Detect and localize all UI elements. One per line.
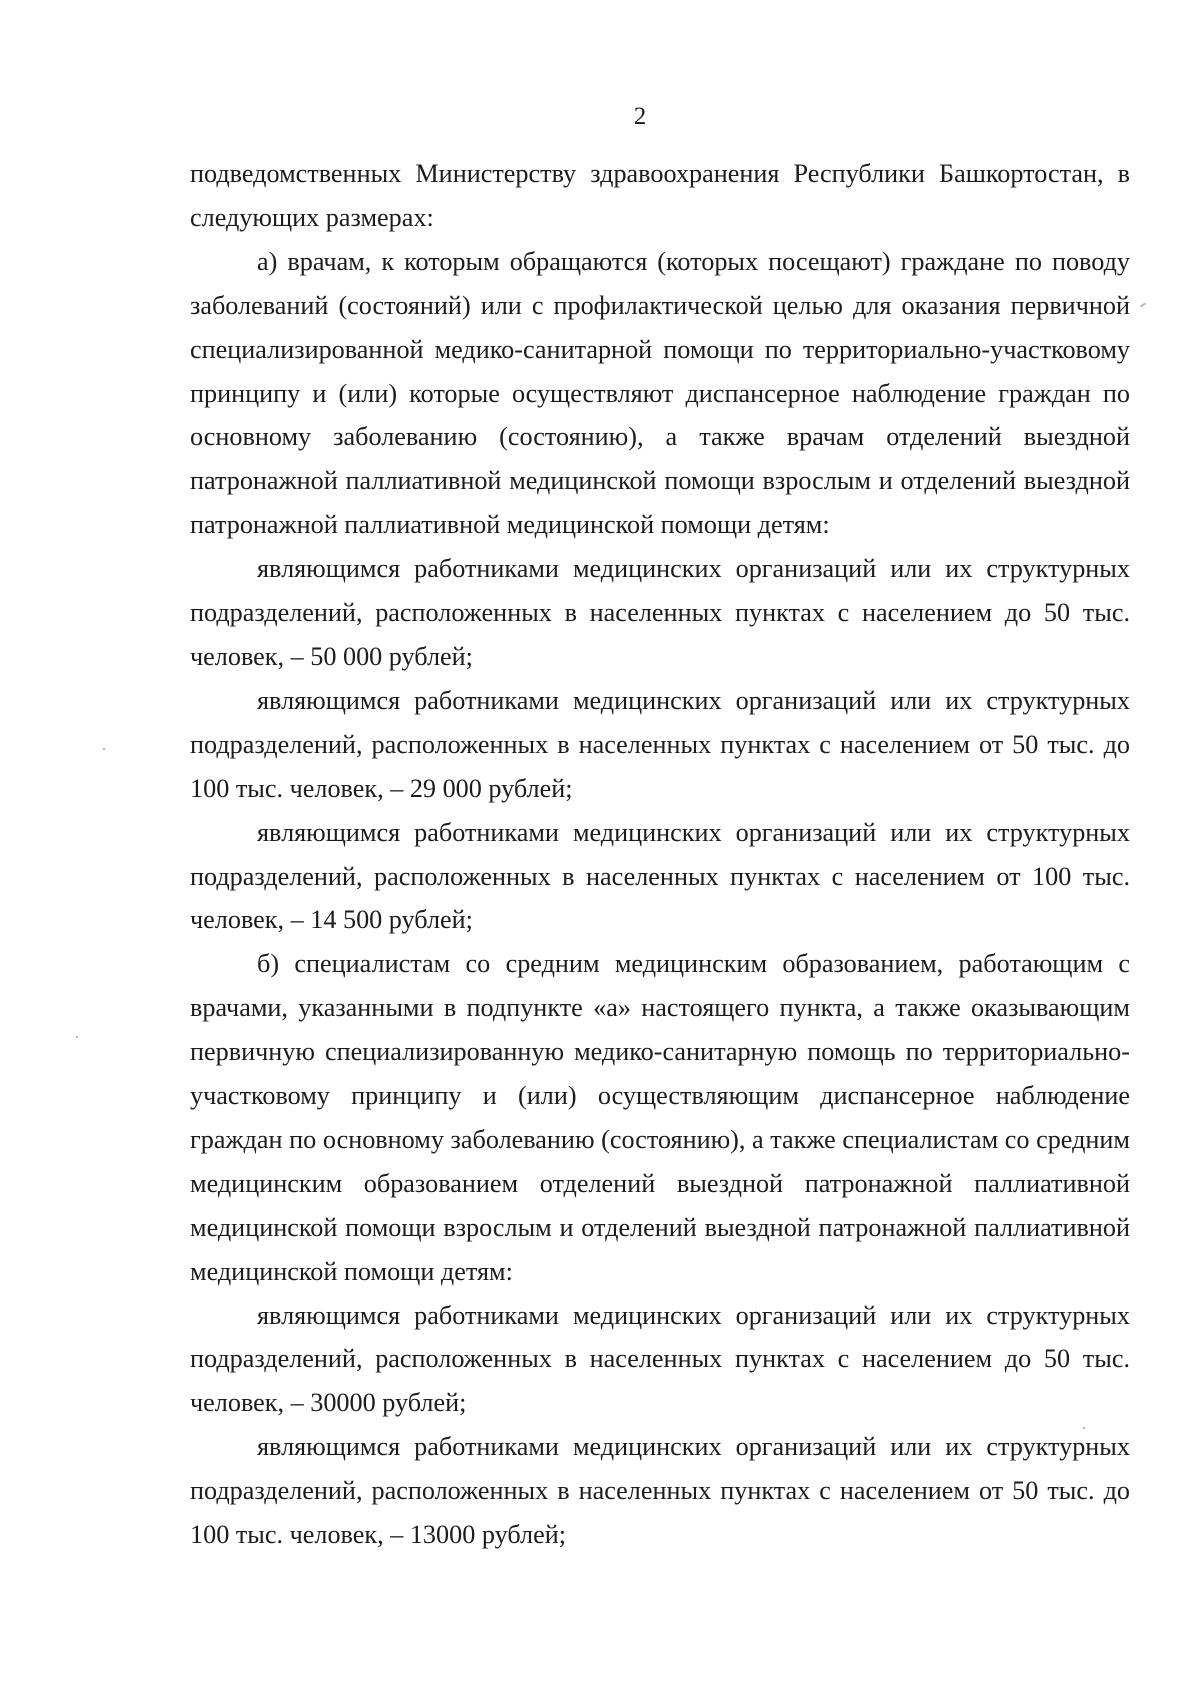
- paragraph-b-tier-2: являющимся работниками медицинских организаций или их структурных подразделений, расположенных в населенных пунктах с населением от 50 тыс. до 100 тыс. человек, – 13000 рублей;: [190, 1432, 1130, 1550]
- paragraph-a-tier-2: являющимся работниками медицинских организаций или их структурных подразделений, расположенных в населенных пунктах с населением от 50 тыс. до 100 тыс. человек, – 29 000 рублей;: [190, 685, 1130, 803]
- page-number: 2: [633, 103, 647, 130]
- paragraph-item-a: а) врачам, к которым обращаются (которых посещают) граждане по поводу заболеваний (состояний) или с профилактической целью для оказания первичной специализированной медико-санитарной помощи по территориально-участковому принципу и (или) которые осуществляют диспансерное наблюдение граждан по основному заболеванию (состоянию), а также врачам отделений выездной патронажной паллиативной медицинской помощи взрослым и отделений выездной патронажной паллиативной медицинской помощи детям:: [190, 246, 1130, 540]
- scan-speck: [1140, 302, 1146, 307]
- paragraph-intro: подведомственных Министерству здравоохранения Республики Башкортостан, в следующих размерах:: [190, 159, 1130, 232]
- scan-speck: [76, 1036, 78, 1038]
- scan-speck: [103, 748, 105, 750]
- paragraph-a-tier-1: являющимся работниками медицинских организаций или их структурных подразделений, расположенных в населенных пунктах с населением до 50 тыс. человек, – 50 000 рублей;: [190, 554, 1130, 671]
- paragraph-b-tier-1: являющимся работниками медицинских организаций или их структурных подразделений, расположенных в населенных пунктах с населением до 50 тыс. человек, – 30000 рублей;: [190, 1300, 1130, 1418]
- document-body: [190, 152, 1130, 1557]
- paragraph-a-tier-3: являющимся работниками медицинских организаций или их структурных подразделений, расположенных в населенных пунктах с населением от 100 тыс. человек, – 14 500 рублей;: [190, 817, 1130, 935]
- paragraph-item-b: б) специалистам со средним медицинским образованием, работающим с врачами, указанными в подпункте «а» настоящего пункта, а также оказывающим первичную специализированную медико-санитарную помощь по территориально-участковому принципу и (или) осуществляющим диспансерное наблюдение граждан по основному заболеванию (состоянию), а также специалистам со средним медицинским образованием отделений выездной патронажной паллиативной медицинской помощи взрослым и отделений выездной патронажной паллиативной медицинской помощи детям:: [190, 949, 1130, 1286]
- scan-speck: [1083, 1427, 1085, 1429]
